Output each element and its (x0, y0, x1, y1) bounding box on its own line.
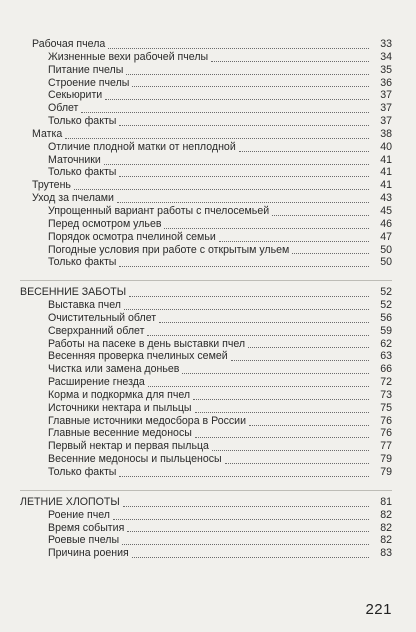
dot-leader (195, 411, 369, 413)
toc-entry-page: 63 (380, 350, 392, 363)
dot-leader (123, 505, 369, 507)
toc-subentry[interactable] (20, 509, 392, 522)
toc-subentry[interactable] (20, 427, 392, 440)
toc-section-page: 52 (380, 286, 392, 299)
toc-entry-page: 82 (380, 508, 392, 521)
dot-leader (127, 530, 369, 532)
dot-leader (231, 359, 369, 361)
dot-leader (239, 150, 369, 152)
toc-entry-page: 75 (380, 401, 392, 414)
dot-leader (119, 265, 369, 267)
toc-entry-page: 41 (380, 179, 392, 192)
dot-leader (272, 214, 369, 216)
toc-entry-title: Облет (48, 102, 81, 115)
dot-leader (225, 462, 369, 464)
toc-entry-title: Работы на пасеке в день выставки пчел (48, 338, 248, 351)
toc-section-title: ЛЕТНИЕ ХЛОПОТЫ (20, 496, 123, 509)
toc-entry-page: 41 (380, 166, 392, 179)
toc-subentry[interactable] (20, 402, 392, 415)
toc-subentry[interactable] (20, 389, 392, 402)
toc-entry-page: 76 (380, 414, 392, 427)
toc-chapter-entry[interactable] (20, 179, 392, 192)
toc-entry-title: Упрощенный вариант работы с пчелосемьей (48, 205, 272, 218)
toc-chapter-entry[interactable] (20, 128, 392, 141)
toc-entry-page: 38 (380, 127, 392, 140)
toc-entry-title: Роение пчел (48, 509, 113, 522)
page-number: 221 (365, 601, 392, 618)
toc-entry-title: Чистка или замена доньев (48, 363, 182, 376)
toc-subentry[interactable] (20, 218, 392, 231)
toc-subentry[interactable] (20, 244, 392, 257)
toc-subentry[interactable] (20, 89, 392, 102)
dot-leader (147, 334, 369, 336)
toc-entry-page: 77 (380, 440, 392, 453)
dot-leader (148, 385, 369, 387)
toc-subentry[interactable] (20, 312, 392, 325)
dot-leader (119, 175, 369, 177)
toc-entry-title: Главные весенние медоносы (48, 427, 195, 440)
toc-entry-title: Только факты (48, 115, 119, 128)
toc-entry-title: Строение пчелы (48, 77, 132, 90)
toc-subentry[interactable] (20, 338, 392, 351)
toc-entry-page: 83 (380, 547, 392, 560)
toc-subentry[interactable] (20, 547, 392, 560)
toc-entry-title: Секьюрити (48, 89, 105, 102)
dot-leader (74, 188, 369, 190)
dot-leader (219, 240, 369, 242)
toc-subentry[interactable] (20, 415, 392, 428)
toc-entry-title: Маточники (48, 154, 104, 167)
toc-entry-title: Первый нектар и первая пыльца (48, 440, 212, 453)
toc-entry-title: Перед осмотром ульев (48, 218, 164, 231)
toc-entry-page: 62 (380, 337, 392, 350)
section-divider (20, 486, 392, 496)
toc-entry-title: Выставка пчел (48, 299, 124, 312)
dot-leader (193, 398, 369, 400)
toc-section-title: ВЕСЕННИЕ ЗАБОТЫ (20, 286, 129, 299)
toc-entry-page: 40 (380, 140, 392, 153)
toc-entry-page: 76 (380, 427, 392, 440)
toc-entry-page: 79 (380, 466, 392, 478)
toc-entry-page: 37 (380, 89, 392, 102)
dot-leader (119, 124, 369, 126)
dot-leader (249, 424, 369, 426)
toc-entry-page: 33 (380, 38, 392, 50)
toc-entry-title: Отличие плодной матки от неплодной (48, 141, 239, 154)
dot-leader (117, 201, 369, 203)
toc-subentry[interactable] (20, 102, 392, 115)
toc-entry-title: Весенняя проверка пчелиных семей (48, 350, 231, 363)
toc-subentry[interactable] (20, 77, 392, 90)
toc-subentry[interactable] (20, 299, 392, 312)
toc-entry-title: Трутень (32, 179, 74, 192)
toc-entry-title: Рабочая пчела (32, 38, 108, 51)
toc-entry-page: 66 (380, 363, 392, 376)
toc-entry-title: Очистительный облет (48, 312, 159, 325)
toc-entry-title: Питание пчелы (48, 64, 126, 77)
toc-group-bees (20, 38, 392, 269)
dot-leader (182, 372, 369, 374)
dot-leader (132, 85, 369, 87)
dot-leader (119, 475, 369, 477)
toc-subentry[interactable] (20, 205, 392, 218)
toc-entry-title: Время события (48, 522, 127, 535)
toc-subentry[interactable] (20, 440, 392, 453)
toc-chapter-entry[interactable] (20, 38, 392, 51)
toc-entry-page: 41 (380, 153, 392, 166)
toc-entry-page: 82 (380, 534, 392, 547)
toc-subentry[interactable] (20, 256, 392, 269)
toc-subentry[interactable] (20, 154, 392, 167)
toc-subentry[interactable] (20, 231, 392, 244)
toc-group-summer (20, 509, 392, 560)
dot-leader (129, 295, 369, 297)
dot-leader (195, 436, 369, 438)
dot-leader (126, 73, 369, 75)
toc-entry-page: 82 (380, 521, 392, 534)
toc-subentry[interactable] (20, 522, 392, 535)
toc-group-spring (20, 299, 392, 479)
toc-entry-page: 37 (380, 115, 392, 128)
toc-entry-title: Только факты (48, 256, 119, 269)
toc-entry-title: Уход за пчелами (32, 192, 117, 205)
dot-leader (104, 163, 369, 165)
spacer (20, 269, 392, 276)
toc-entry-page: 73 (380, 388, 392, 401)
toc-entry-title: Корма и подкормка для пчел (48, 389, 193, 402)
dot-leader (248, 346, 369, 348)
toc-section-page: 81 (380, 495, 392, 508)
toc-entry-title: Матка (32, 128, 65, 141)
toc-section-spring[interactable] (20, 286, 392, 299)
toc-entry-title: Погодные условия при работе с открытым ульем (48, 244, 292, 257)
toc-entry-page: 52 (380, 299, 392, 312)
toc-subentry[interactable] (20, 466, 392, 479)
toc-entry-title: Главные источники медосбора в России (48, 415, 249, 428)
toc-subentry[interactable] (20, 350, 392, 363)
dot-leader (105, 98, 369, 100)
toc-chapter-entry[interactable] (20, 192, 392, 205)
dot-leader (124, 308, 369, 310)
dot-leader (113, 518, 369, 520)
toc-entry-page: 46 (380, 217, 392, 230)
toc-subentry[interactable] (20, 376, 392, 389)
toc-entry-page: 72 (380, 376, 392, 389)
toc-entry-title: Расширение гнезда (48, 376, 148, 389)
section-divider (20, 276, 392, 286)
dot-leader (81, 111, 369, 113)
toc-entry-page: 50 (380, 243, 392, 256)
toc-entry-title: Роевые пчелы (48, 534, 122, 547)
toc-entry-page: 43 (380, 192, 392, 205)
dot-leader (164, 227, 369, 229)
table-of-contents (20, 38, 392, 560)
toc-subentry[interactable] (20, 363, 392, 376)
toc-subentry[interactable] (20, 64, 392, 77)
toc-entry-page: 79 (380, 453, 392, 466)
toc-entry-title: Только факты (48, 466, 119, 479)
toc-entry-title: Жизненные вехи рабочей пчелы (48, 51, 211, 64)
toc-entry-page: 47 (380, 230, 392, 243)
dot-leader (211, 60, 369, 62)
toc-entry-page: 35 (380, 63, 392, 76)
toc-entry-page: 56 (380, 311, 392, 324)
toc-section-summer[interactable] (20, 496, 392, 509)
toc-entry-page: 37 (380, 102, 392, 115)
toc-entry-page: 59 (380, 324, 392, 337)
toc-entry-page: 45 (380, 204, 392, 217)
spacer (20, 479, 392, 486)
dot-leader (108, 47, 369, 49)
toc-entry-title: Только факты (48, 166, 119, 179)
toc-entry-title: Сверхранний облет (48, 325, 147, 338)
toc-subentry[interactable] (20, 166, 392, 179)
dot-leader (132, 556, 369, 558)
toc-subentry[interactable] (20, 141, 392, 154)
toc-entry-title: Весенние медоносы и пыльценосы (48, 453, 225, 466)
toc-entry-title: Источники нектара и пыльцы (48, 402, 195, 415)
dot-leader (159, 321, 369, 323)
dot-leader (122, 543, 369, 545)
toc-entry-title: Порядок осмотра пчелиной семьи (48, 231, 219, 244)
dot-leader (65, 137, 369, 139)
toc-entry-page: 34 (380, 50, 392, 63)
toc-subentry[interactable] (20, 51, 392, 64)
toc-entry-title: Причина роения (48, 547, 132, 560)
toc-subentry[interactable] (20, 115, 392, 128)
toc-entry-page: 50 (380, 256, 392, 269)
dot-leader (212, 449, 369, 451)
dot-leader (292, 252, 369, 254)
toc-entry-page: 36 (380, 76, 392, 89)
toc-subentry[interactable] (20, 453, 392, 466)
toc-subentry[interactable] (20, 534, 392, 547)
toc-subentry[interactable] (20, 325, 392, 338)
